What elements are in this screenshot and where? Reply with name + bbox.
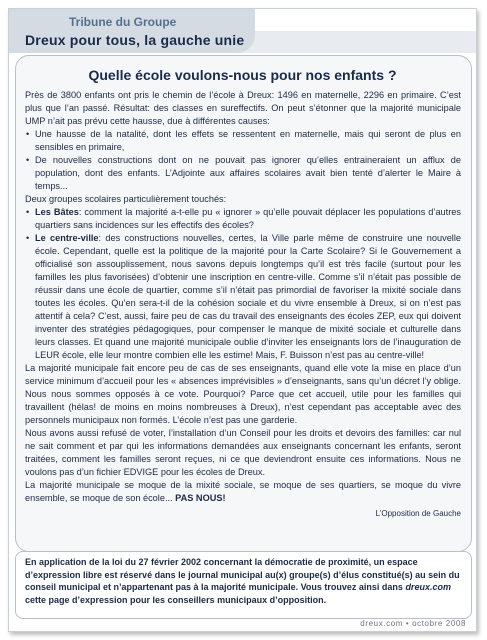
group-name: Dreux pour tous, la gauche unie (25, 32, 245, 48)
list-item: • De nouvelles constructions dont on ne pouvait pas ignorer qu’elles entraineraient un afflux de population, dont des enfants. L’Adjointe aux affaires scolaires avait bien tenté d’alerter le Maire à temps... (25, 154, 461, 193)
bates-text: : comment la majorité a-t-elle pu « ignorer » qu’elle pouvait déplacer les populations d’autres quartiers sans incidences sur les effectifs des écoles? (35, 207, 461, 230)
site-footer: dreux.com • octobre 2008 (360, 619, 466, 628)
closing-paragraph (25, 479, 461, 505)
intro-paragraph: Près de 3800 enfants ont pris le chemin de l’école à Dreux: 1496 en maternelle, 2296 en primaire. C’est plus que l’an passé. Résultat: des classes en sureffectifs. On peut s’étonner que la majorité municipale UMP n’ait pas prévu cette hausse, due à différentes causes: (25, 90, 461, 126)
closing-text: La majorité municipale se moque de la mixité sociale, se moque de ses quartiers, se moque du vivre ensemble, se moque de son école... (25, 480, 461, 503)
centre-label: Le centre-ville (35, 233, 99, 243)
conseil-paragraph: Nous avons aussi refusé de voter, l’installation d’un Conseil pour les droits et devoirs des familles: car nul ne sait comment et par qui les informations demandées aux enseignants concernant les enfants, seront traitées, comment les familles seront reçues, ni ce que deviendront ensuite ces informations. Nous ne voulons pas d’un fichier EDVIGE pour les écoles de Dreux. (25, 428, 461, 477)
bates-label: Les Bâtes (35, 207, 79, 217)
groups-list (25, 206, 461, 362)
list-item: • Une hausse de la natalité, dont les effets se ressentent en maternelle, mais qui seront de plus en sensibles en primaire, (25, 128, 461, 154)
section-kicker: Tribune du Groupe (69, 15, 177, 29)
article-body (25, 89, 461, 520)
legal-text-1: En application de la loi du 27 février 2002 concernant la démocratie de proximité, un espace d’expression libre est réservé dans le journal municipal au(x) groupe(s) d’élus constitué(s) au sein du conseil municipal et n’appartenant pas à la majorité municipale. Vous trouvez ainsi dans (25, 557, 460, 593)
page (8, 8, 477, 632)
legal-text-2: cette page d’expression pour les conseillers municipaux d’opposition. (25, 594, 327, 605)
centre-text: : des constructions nouvelles, certes, la Ville parle même de construire une nouvelle école. Cependant, quelle est la politique de la majorité pour la Carte Scolaire? Si le Gouvernement a officialisé son assouplissement, nous savons depuis longtemps qu’il est très facile (surtout pour les familles les plus favorisées) d’obtenir une inscription en centre-ville. Comme s’il n’était pas possible de réussir dans une école de quartier, comme s’il n’était pas primordial de favoriser la mixité sociale dans toutes les écoles. Qu’en sera-t-il de la cohésion sociale et du vivre ensemble à Dreux, si on n’est pas attentif à cela? C’est, aussi, faire peu de cas du travail des enseignants des écoles ZEP, eux qui doivent inventer des stratégies pédagogiques, pour compenser le manque de mixité sociale et culturelle dans leurs classes. Et quand une majorité municipale oublie d’inviter les enseignants lors de l’inauguration de LEUR école, elle leur montre combien elle les estime! Mais, F. Buisson n’est pas au centre-ville! (35, 233, 461, 360)
article-title: Quelle école voulons-nous pour nos enfants ? (88, 67, 397, 83)
legal-site: dreux.com (405, 582, 451, 593)
legal-notice (25, 556, 465, 606)
service-paragraph: La majorité municipale fait encore peu de cas de ses enseignants, quand elle vote la mise en place d’un service minimum d’accueil pour les « absences imprévisibles » d’enseignants, sans qu’un décret l’y oblige. Nous nous sommes opposés à ce vote. Pourquoi? Parce que cet accueil, utile pour les familles qui travaillent (hélas! de moins en moins nombreuses à Dreux), n’est cependant pas acceptable avec des personnels municipaux non formés. L’école n’est pas une garderie. (25, 363, 461, 425)
groups-intro: Deux groupes scolaires particulièrement touchés: (25, 194, 227, 204)
signature: L’Opposition de Gauche (375, 509, 461, 518)
closing-emphasis: PAS NOUS! (175, 493, 226, 503)
list-item-bates (25, 206, 461, 232)
causes-list (25, 128, 461, 193)
list-item-centre (25, 232, 461, 362)
